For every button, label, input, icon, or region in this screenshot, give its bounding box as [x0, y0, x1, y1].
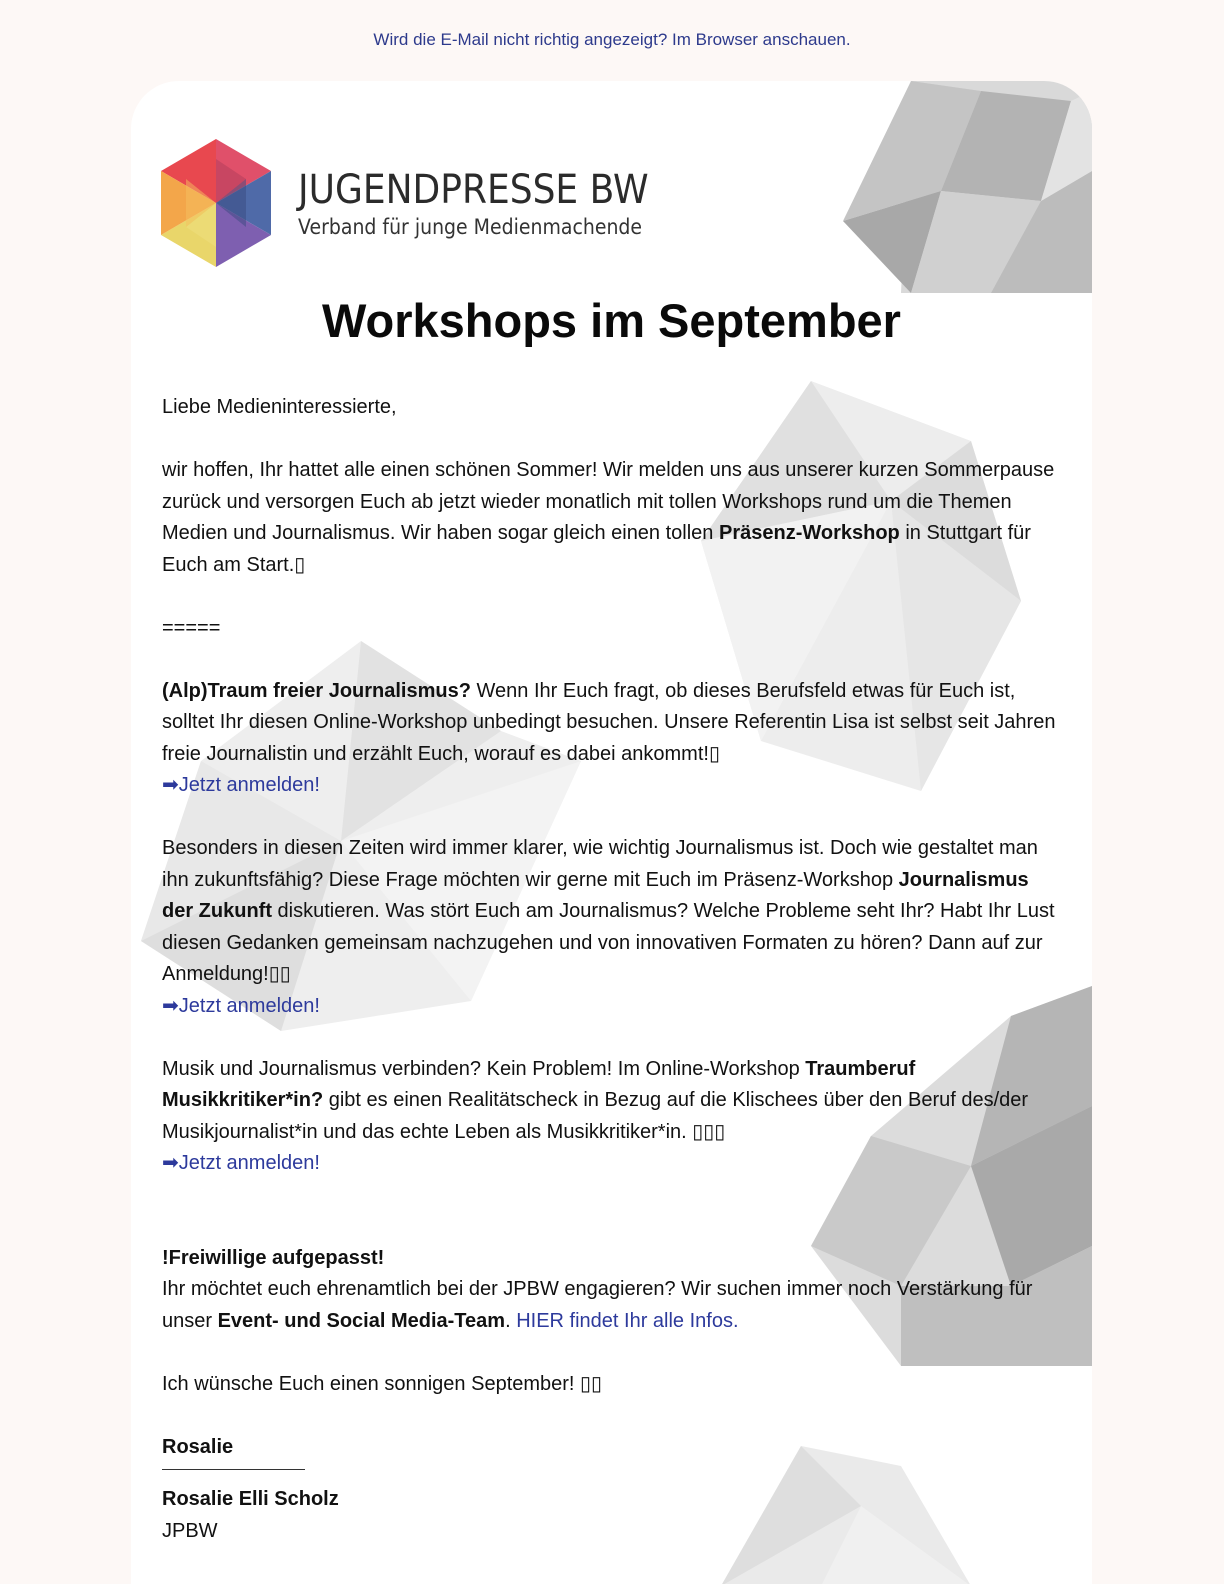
view-in-browser-link[interactable]: Wird die E-Mail nicht richtig angezeigt? Im Browser anschauen.	[373, 30, 851, 49]
spacer	[162, 1211, 1062, 1243]
signature-divider	[162, 1469, 305, 1470]
volunteer-heading: !Freiwillige aufgepasst!	[162, 1246, 385, 1269]
workshop-2-register-link[interactable]: ➡Jetzt anmelden!	[162, 994, 320, 1017]
intro-bold: Präsenz-Workshop	[718, 522, 900, 544]
preheader	[0, 30, 1224, 50]
email-card	[131, 81, 1092, 1584]
separator: =====	[162, 616, 221, 639]
closing: Ich wünsche Euch einen sonnigen September! ▯▯	[162, 1372, 603, 1395]
signature	[162, 1432, 1062, 1548]
intro-paragraph: wir hoffen, Ihr hattet alle einen schönen Sommer! Wir melden uns aus unserer kurzen Sommerpause zurück und versorgen Euch ab jetzt wieder monatlich mit tollen Workshops rund um die Themen Medien und Journalismus. Wir haben sogar gleich einen tollen Präsenz-Workshop in Stuttgart für Euch am Start.▯	[162, 459, 1055, 576]
signature-first-name: Rosalie	[162, 1435, 234, 1458]
workshop-2-title: Journalismus der Zukunft	[162, 868, 1029, 922]
workshop-3: Musik und Journalismus verbinden? Kein Problem! Im Online-Workshop Traumberuf Musikkritiker*in? gibt es einen Realitätscheck in Bezug auf die Klischees über den Beruf des/der Musikjournalist*in und das echte Leben als Musikkritiker*in. ▯▯▯ ➡Jetzt anmelden!	[162, 1057, 1029, 1174]
workshop-2: Besonders in diesen Zeiten wird immer klarer, wie wichtig Journalismus ist. Doch wie gestaltet man ihn zukunftsfähig? Diese Frage möchten wir gerne mit Euch im Präsenz-Workshop Journalismus der Zukunft diskutieren. Was stört Euch am Journalismus? Welche Probleme seht Ihr? Habt Ihr Lust diesen Gedanken gemeinsam nachzugehen und von innovativen Formaten zu hören? Dann auf zur Anmeldung!▯▯ ➡Jetzt anmelden!	[162, 837, 1055, 1017]
volunteer-team-bold: Event- und Social Media-Team	[217, 1309, 506, 1332]
signature-org: JPBW	[162, 1519, 218, 1542]
workshop-3-title: Traumberuf Musikkritiker*in?	[162, 1057, 916, 1111]
workshop-1-title: (Alp)Traum freier Journalismus?	[162, 679, 471, 702]
logo-subtitle: Verband für junge Medienmachende	[298, 215, 643, 239]
logo-title: JUGENDPRESSE BW	[298, 167, 649, 213]
hexagon-logo-icon	[161, 139, 271, 267]
signature-full-name: Rosalie Elli Scholz	[162, 1488, 339, 1510]
volunteer-section: !Freiwillige aufgepasst! Ihr möchtet euch ehrenamtlich bei der JPBW engagieren? Wir suchen immer noch Verstärkung für unser Event- und Social Media-Team. HIER findet Ihr alle Infos.	[162, 1246, 1033, 1332]
polygon-decoration-top	[831, 81, 1092, 293]
headline: Workshops im September	[322, 294, 901, 347]
greeting: Liebe Medieninteressierte,	[162, 396, 397, 418]
workshop-3-register-link[interactable]: ➡Jetzt anmelden!	[162, 1152, 320, 1174]
workshop-1: (Alp)Traum freier Journalismus? Wenn Ihr Euch fragt, ob dieses Berufsfeld etwas für Euch ist, solltet Ihr diesen Online-Workshop unbedingt besuchen. Unsere Referentin Lisa ist selbst seit Jahren freie Journalistin und erzählt Euch, worauf es dabei ankommt!▯ ➡Jetzt anmelden!	[162, 679, 1056, 796]
email-body	[162, 392, 1062, 1547]
jugendpresse-logo[interactable]	[161, 139, 649, 269]
workshop-1-register-link[interactable]: ➡Jetzt anmelden!	[162, 774, 320, 796]
volunteer-info-link[interactable]: HIER findet Ihr alle Infos.	[516, 1309, 739, 1332]
